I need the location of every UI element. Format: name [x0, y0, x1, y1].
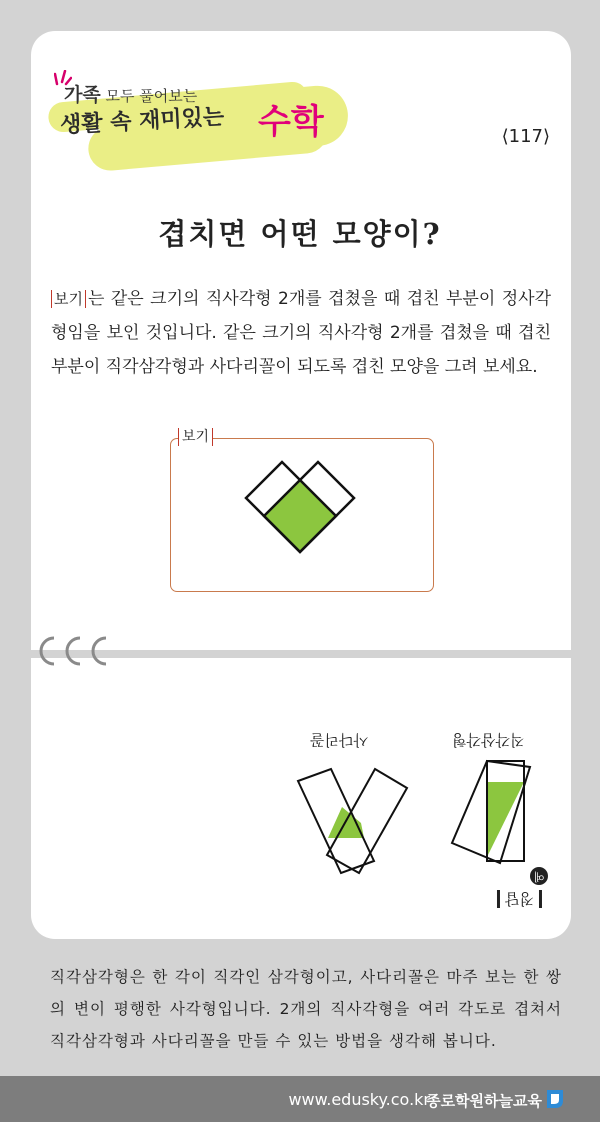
banner-subtitle: 모두 풀어보는 [105, 87, 198, 105]
brand-logo-icon [543, 1087, 567, 1111]
page-number: ⟨117⟩ [501, 126, 550, 147]
page-title: 겹치면 어떤 모양이? [158, 217, 442, 251]
site-url[interactable]: www.edusky.co.kr [288, 1090, 430, 1109]
explanation-text: 직각삼각형은 한 각이 직각인 삼각형이고, 사다리꼴은 마주 보는 한 쌍의 변이 평행한 사각형입니다. 2개의 직사각형을 여러 각도로 겹쳐서 직각삼각형과 사다리꼴을 만들 수 있는 방법을 생각해 봅니다. [50, 968, 562, 1050]
answer-tag: 정답 [497, 890, 542, 908]
square-overlap-figure [230, 446, 370, 586]
example-label: 보기 [178, 428, 213, 446]
answer-label-trapezoid: 사다리꼴 [310, 731, 368, 749]
footer-bar [0, 1076, 600, 1122]
series-banner [48, 58, 348, 178]
brand-name: 종로학원하늘교육 [426, 1092, 542, 1110]
trapezoid-answer-figure [290, 755, 420, 885]
banner-family: 가족 [64, 84, 101, 106]
triangle-answer-figure [440, 755, 540, 875]
question-text [51, 282, 551, 384]
example-tag: 보기 [51, 290, 86, 308]
question-body: 는 같은 크기의 직사각형 2개를 겹쳤을 때 겹친 부분이 정사각형임을 보인 것입니다. 같은 크기의 직사각형 2개를 겹쳤을 때 겹친 부분이 직각삼각형과 사다리꼴이 되도록 겹친 모양을 그려 보세요. [51, 289, 551, 377]
banner-line2: 생활 속 재미있는 [59, 104, 225, 139]
example-badge: 예 [530, 867, 548, 885]
banner-math: 수학 [258, 102, 324, 142]
ring-binder-icon [30, 632, 120, 672]
answer-label-right-triangle: 직각삼각형 [452, 731, 525, 749]
